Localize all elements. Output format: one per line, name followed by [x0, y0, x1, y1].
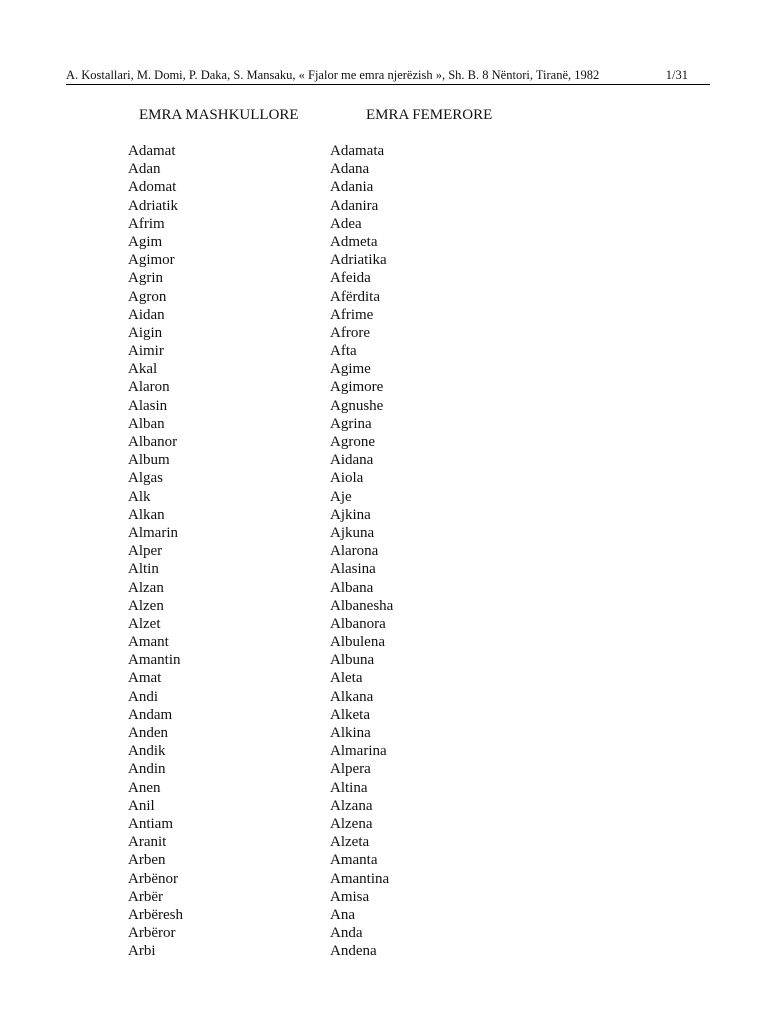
- female-name-item: Almarina: [330, 743, 387, 760]
- male-name-item: Adriatik: [128, 197, 178, 214]
- male-name-item: Arbëresh: [128, 906, 183, 923]
- male-name-item: Adomat: [128, 179, 177, 196]
- male-name-item: Agrin: [128, 270, 163, 287]
- male-name-item: Alkan: [128, 506, 165, 523]
- female-name-item: Albanesha: [330, 597, 394, 614]
- female-name-item: Alzana: [330, 797, 373, 814]
- male-name-item: Amant: [128, 634, 169, 651]
- female-name-item: Albana: [330, 579, 374, 596]
- female-name-item: Afërdita: [330, 288, 380, 305]
- male-name-item: Anil: [128, 797, 155, 814]
- female-name-item: Albanora: [330, 615, 386, 632]
- header-citation: A. Kostallari, M. Domi, P. Daka, S. Mansaku, « Fjalor me emra njerëzish », Sh. B. 8 Nëntori, Tiranë, 1982: [66, 68, 600, 82]
- male-name-item: Alasin: [128, 397, 168, 414]
- male-name-item: Alzen: [128, 597, 164, 614]
- male-name-item: Agimor: [128, 252, 175, 269]
- male-name-item: Agron: [128, 288, 167, 305]
- female-name-item: Albulena: [330, 634, 385, 651]
- female-name-item: Anda: [330, 925, 363, 942]
- female-name-item: Alkina: [330, 725, 371, 741]
- female-name-item: Aje: [330, 488, 352, 505]
- female-name-item: Alzena: [330, 815, 373, 832]
- male-name-item: Altin: [128, 561, 159, 578]
- female-name-item: Agime: [330, 361, 371, 378]
- female-name-item: Aidana: [330, 452, 374, 469]
- female-name-item: Alzeta: [330, 834, 370, 851]
- female-name-item: Altina: [330, 779, 368, 796]
- female-name-item: Ana: [330, 906, 355, 923]
- male-name-item: Arbër: [128, 888, 163, 905]
- female-name-item: Agnushe: [330, 397, 384, 414]
- male-name-item: Anen: [128, 779, 161, 796]
- page-header: [66, 66, 710, 86]
- female-name-item: Ajkuna: [330, 524, 375, 541]
- female-name-item: Afeida: [330, 270, 371, 287]
- female-name-item: Adea: [330, 215, 362, 232]
- male-name-item: Adan: [128, 161, 161, 178]
- female-name-item: Agrone: [330, 434, 375, 450]
- male-name-item: Amat: [128, 670, 162, 687]
- male-name-item: Aimir: [128, 343, 164, 360]
- male-name-item: Algas: [128, 470, 163, 487]
- male-name-item: Andam: [128, 706, 173, 723]
- female-name-item: Adanira: [330, 197, 379, 214]
- male-name-item: Andin: [128, 761, 166, 778]
- male-name-item: Aigin: [128, 324, 163, 341]
- male-name-item: Antiam: [128, 815, 173, 832]
- female-name-item: Alkana: [330, 688, 374, 705]
- male-name-item: Andi: [128, 688, 158, 705]
- male-name-item: Afrim: [128, 215, 165, 232]
- male-name-item: Alk: [128, 488, 151, 505]
- male-name-item: Alaron: [128, 379, 170, 396]
- female-name-item: Amanta: [330, 852, 378, 869]
- female-name-item: Afta: [330, 343, 357, 360]
- female-name-item: Aiola: [330, 470, 364, 487]
- male-name-item: Alper: [128, 543, 163, 560]
- male-name-item: Akal: [128, 361, 158, 378]
- female-name-item: Amantina: [330, 870, 390, 887]
- female-name-item: Agimore: [330, 379, 384, 396]
- male-name-item: Arbënor: [128, 870, 178, 887]
- header-divider: [66, 84, 710, 85]
- male-name-item: Album: [128, 452, 170, 469]
- male-name-item: Aidan: [128, 306, 165, 323]
- male-name-item: Alzan: [128, 579, 164, 596]
- female-name-item: Alketa: [330, 706, 370, 723]
- male-name-item: Arbi: [128, 943, 156, 960]
- male-name-item: Adamat: [128, 143, 176, 159]
- female-name-item: Adamata: [330, 143, 385, 159]
- female-name-item: Admeta: [330, 233, 378, 250]
- male-name-item: Alzet: [128, 615, 161, 632]
- male-name-item: Amantin: [128, 652, 181, 669]
- female-name-item: Alpera: [330, 761, 371, 778]
- female-name-item: Alarona: [330, 543, 379, 560]
- female-name-item: Albuna: [330, 652, 375, 669]
- female-name-item: Amisa: [330, 888, 370, 905]
- male-names-heading: EMRA MASHKULLORE: [139, 107, 299, 123]
- male-name-item: Albanor: [128, 434, 178, 450]
- male-name-item: Arben: [128, 852, 166, 869]
- male-name-item: Alban: [128, 415, 165, 432]
- page-number: 1/31: [665, 68, 688, 82]
- female-name-item: Agrina: [330, 415, 372, 432]
- female-name-item: Afrore: [330, 324, 370, 341]
- male-name-item: Aranit: [128, 834, 167, 851]
- female-name-item: Afrime: [330, 306, 374, 323]
- female-name-item: Adania: [330, 179, 374, 196]
- female-name-item: Aleta: [330, 670, 363, 687]
- male-name-item: Agim: [128, 233, 163, 250]
- male-name-item: Almarin: [128, 524, 178, 541]
- male-names-list: [128, 142, 183, 960]
- female-names-heading: EMRA FEMERORE: [366, 107, 493, 123]
- male-name-item: Arbëror: [128, 925, 176, 942]
- female-names-list: [330, 142, 393, 960]
- female-name-item: Ajkina: [330, 506, 371, 523]
- female-name-item: Adriatika: [330, 252, 387, 269]
- female-name-item: Alasina: [330, 561, 376, 578]
- female-name-item: Andena: [330, 943, 377, 960]
- male-name-item: Anden: [128, 725, 168, 741]
- female-name-item: Adana: [330, 161, 370, 178]
- male-name-item: Andik: [128, 743, 166, 760]
